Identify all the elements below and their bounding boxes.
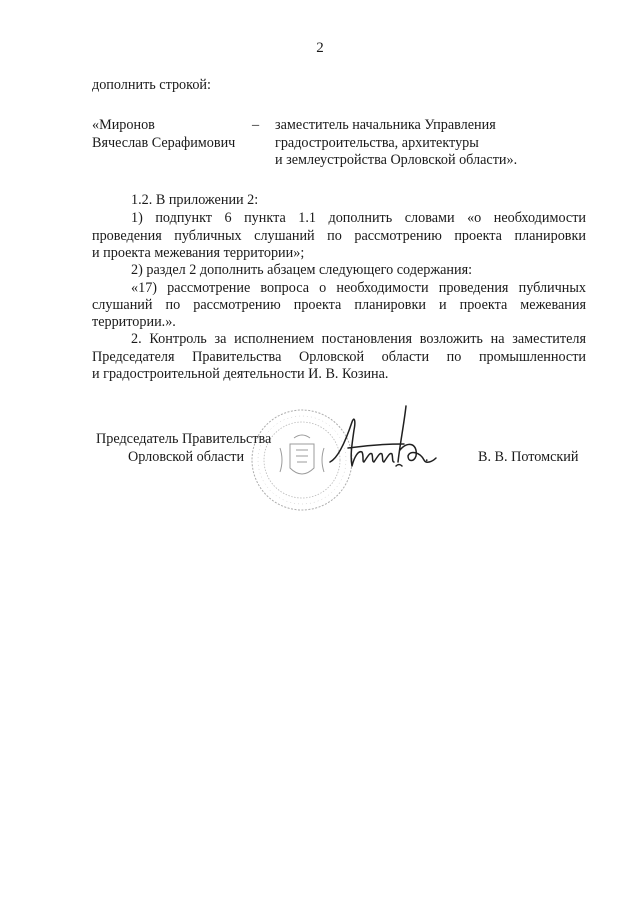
item1-line2: проведения публичных слушаний по рассмотрению проекта планировки: [92, 228, 586, 244]
section-heading: 1.2. В приложении 2:: [131, 192, 259, 208]
item1-line1: 1) подпункт 6 пункта 1.1 дополнить словами «о необходимости: [131, 210, 586, 226]
signatory-title-line1: Председатель Правительства: [96, 431, 272, 447]
appointment-dash: –: [252, 117, 260, 133]
item1-line3: и проекта межевания территории»;: [92, 245, 305, 261]
appointee-position-line1: заместитель начальника Управления: [275, 117, 496, 133]
appointee-name: Вячеслав Серафимович: [92, 135, 236, 151]
control-line1: 2. Контроль за исполнением постановления возложить на заместителя: [131, 331, 586, 347]
intro-text: дополнить строкой:: [92, 77, 211, 93]
quote-line1: «17) рассмотрение вопроса о необходимости проведения публичных: [131, 280, 586, 296]
signatory-title-line2: Орловской области: [128, 449, 245, 465]
quote-line2: слушаний по рассмотрению проекта планировки и проекта межевания: [92, 297, 586, 313]
signature-dot: .: [425, 449, 429, 465]
signer-name: В. В. Потомский: [478, 449, 579, 465]
appointee-position-line3: и землеустройства Орловской области».: [275, 152, 518, 168]
item2-text: 2) раздел 2 дополнить абзацем следующего содержания:: [131, 262, 473, 278]
page-number: 2: [316, 40, 324, 56]
quote-line3: территории.».: [92, 314, 176, 330]
control-line3: и градостроительной деятельности И. В. Козина.: [92, 366, 389, 382]
appointee-position-line2: градостроительства, архитектуры: [275, 135, 479, 151]
appointee-surname: «Миронов: [92, 117, 155, 133]
control-line2: Председателя Правительства Орловской области по промышленности: [92, 349, 586, 365]
handwritten-signature: [328, 400, 438, 480]
